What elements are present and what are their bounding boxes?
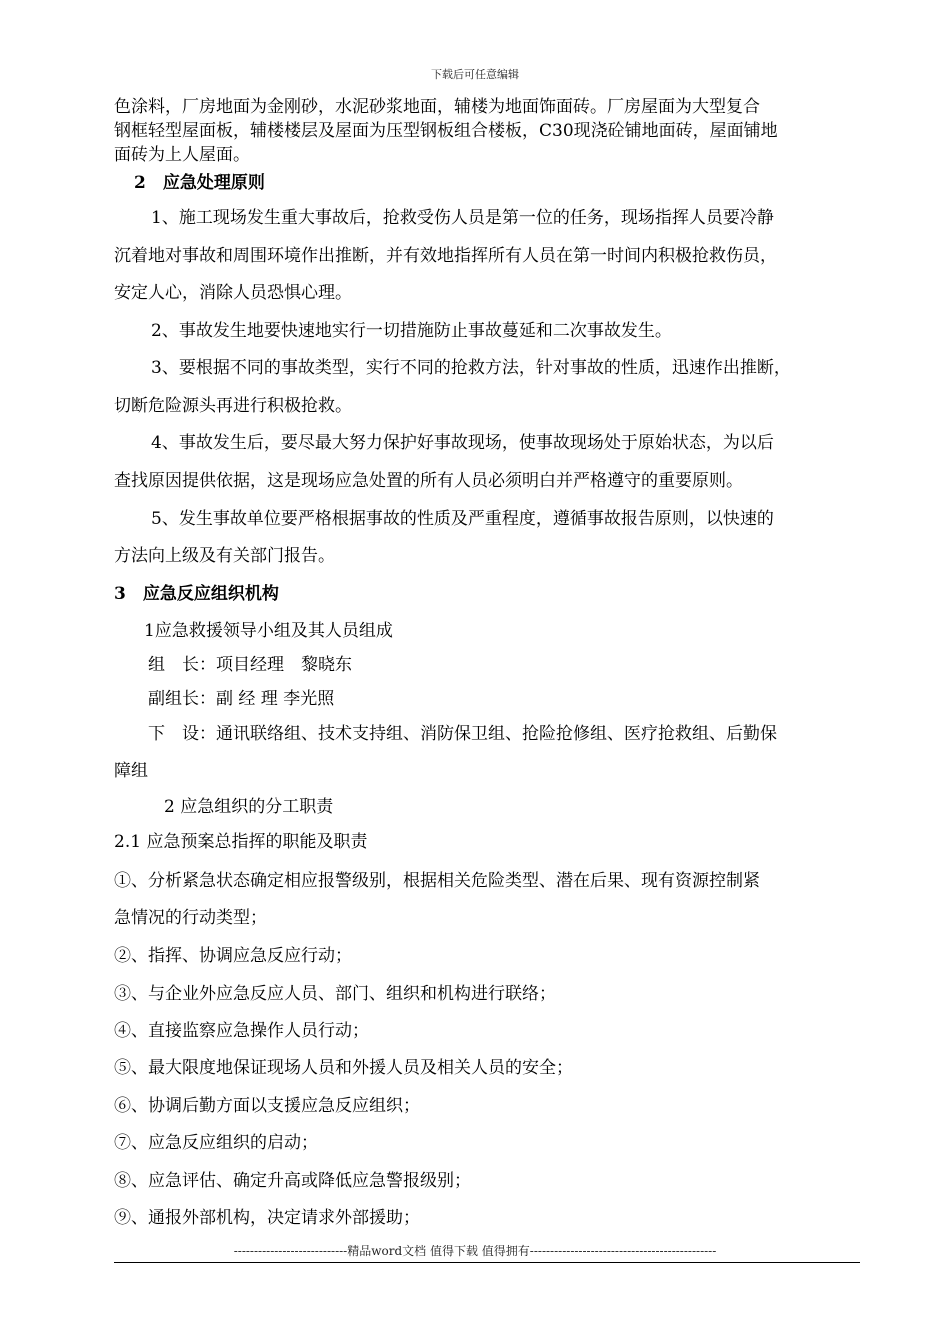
para-line: 方法向上级及有关部门报告。 <box>114 546 335 566</box>
duty-item: ⑨、通报外部机构，决定请求外部援助； <box>114 1208 420 1228</box>
org-leader: 组 长：项目经理 黎晓东 <box>148 655 352 675</box>
subsection-heading: 1应急救援领导小组及其人员组成 <box>144 621 393 641</box>
duty-item: ③、与企业外应急反应人员、部门、组织和机构进行联络； <box>114 984 556 1004</box>
para-line: 钢框轻型屋面板，辅楼楼层及屋面为压型钢板组合楼板，C30现浇砼铺地面砖，屋面铺地 <box>114 121 778 141</box>
para-line: 沉着地对事故和周围环境作出推断，并有效地指挥所有人员在第一时间内积极抢救伤员， <box>114 246 777 266</box>
para-line: 5、发生事故单位要严格根据事故的性质及严重程度，遵循事故报告原则，以快速的 <box>151 509 774 529</box>
subsection-heading: 2.1 应急预案总指挥的职能及职责 <box>114 832 368 852</box>
para-line: 4、事故发生后，要尽最大努力保护好事故现场，使事故现场处于原始状态，为以后 <box>151 433 774 453</box>
para-line: 查找原因提供依据，这是现场应急处置的所有人员必须明白并严格遵守的重要原则。 <box>114 471 743 491</box>
page-header: 下载后可任意编辑 <box>431 68 519 81</box>
org-groups: 下 设：通讯联络组、技术支持组、消防保卫组、抢险抢修组、医疗抢救组、后勤保 <box>148 724 777 744</box>
para-line: 1、施工现场发生重大事故后，抢救受伤人员是第一位的任务，现场指挥人员要冷静 <box>151 208 774 228</box>
para-line: 面砖为上人屋面。 <box>114 145 250 165</box>
page-footer: ----------------------------精品word文档 值得下载 值得拥有---------------------------------------------- <box>233 1244 717 1258</box>
para-line: 色涂料，厂房地面为金刚砂，水泥砂浆地面，辅楼为地面饰面砖。厂房屋面为大型复合 <box>114 97 760 117</box>
para-line: 3、要根据不同的事故类型，实行不同的抢救方法，针对事故的性质，迅速作出推断， <box>151 358 791 378</box>
duty-item: ④、直接监察应急操作人员行动； <box>114 1021 369 1041</box>
footer-rule <box>114 1262 860 1263</box>
section-heading: 2 应急处理原则 <box>134 173 265 193</box>
para-line: 急情况的行动类型； <box>114 908 267 928</box>
org-deputy: 副组长：副 经 理 李光照 <box>148 689 335 709</box>
duty-item: ⑧、应急评估、确定升高或降低应急警报级别； <box>114 1171 471 1191</box>
duty-item: ②、指挥、协调应急反应行动； <box>114 946 352 966</box>
para-line: 障组 <box>114 761 148 781</box>
section-heading: 3 应急反应组织机构 <box>114 584 279 604</box>
para-line: 安定人心，消除人员恐惧心理。 <box>114 283 352 303</box>
duty-item: ⑤、最大限度地保证现场人员和外援人员及相关人员的安全； <box>114 1058 573 1078</box>
subsection-heading: 2 应急组织的分工职责 <box>164 797 334 817</box>
duty-item: ⑥、协调后勤方面以支援应急反应组织； <box>114 1096 420 1116</box>
duty-item: ①、分析紧急状态确定相应报警级别，根据相关危险类型、潜在后果、现有资源控制紧 <box>114 871 760 891</box>
para-line: 2、事故发生地要快速地实行一切措施防止事故蔓延和二次事故发生。 <box>151 321 672 341</box>
para-line: 切断危险源头再进行积极抢救。 <box>114 396 352 416</box>
duty-item: ⑦、应急反应组织的启动； <box>114 1133 318 1153</box>
